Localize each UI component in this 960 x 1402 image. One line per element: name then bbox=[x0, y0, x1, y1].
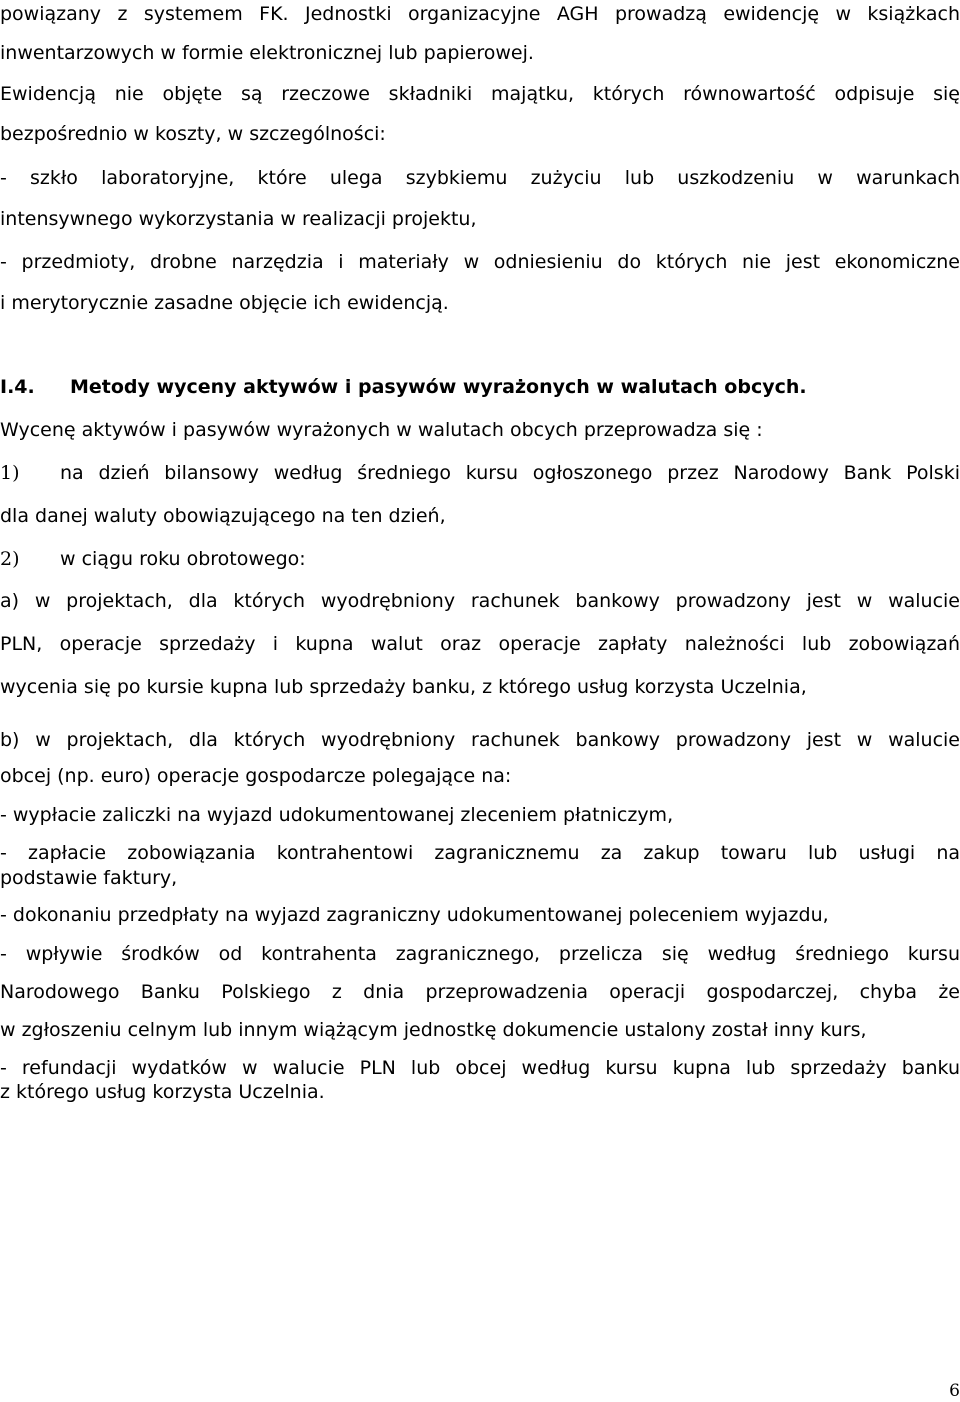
list-item: - refundacji wydatków w walucie PLN lub obcej według kursu kupna lub sprzedaży banku bbox=[0, 1057, 960, 1079]
section-heading bbox=[0, 373, 807, 401]
list-item: - wpływie środków od kontrahenta zagranicznego, przelicza się według średniego kursu bbox=[0, 943, 960, 965]
item-number: 1) bbox=[0, 462, 20, 484]
paragraph-line: powiązany z systemem FK. Jednostki organizacyjne AGH prowadzą ewidencję w książkach bbox=[0, 3, 960, 25]
list-item: - przedmioty, drobne narzędzia i materiały w odniesieniu do których nie jest ekonomiczne bbox=[0, 251, 960, 273]
item-text: na dzień bilansowy według średniego kursu ogłoszonego przez Narodowy Bank Polski bbox=[60, 462, 960, 484]
item-number: 2) bbox=[0, 548, 20, 570]
paragraph-line: Wycenę aktywów i pasywów wyrażonych w walutach obcych przeprowadza się : bbox=[0, 419, 763, 441]
paragraph-line: podstawie faktury, bbox=[0, 867, 178, 889]
paragraph-line: z którego usług korzysta Uczelnia. bbox=[0, 1081, 325, 1103]
paragraph-line: Ewidencją nie objęte są rzeczowe składniki majątku, których równowartość odpisuje się bbox=[0, 83, 960, 105]
list-item: - dokonaniu przedpłaty na wyjazd zagraniczny udokumentowanej poleceniem wyjazdu, bbox=[0, 904, 829, 926]
paragraph-line: PLN, operacje sprzedaży i kupna walut oraz operacje zapłaty należności lub zobowiązań bbox=[0, 633, 960, 655]
paragraph-line: inwentarzowych w formie elektronicznej lub papierowej. bbox=[0, 42, 534, 64]
list-item: b) w projektach, dla których wyodrębniony rachunek bankowy prowadzony jest w walucie bbox=[0, 729, 960, 751]
paragraph-line: w zgłoszeniu celnym lub innym wiążącym jednostkę dokumencie ustalony został inny kurs, bbox=[0, 1019, 867, 1041]
paragraph-line: intensywnego wykorzystania w realizacji projektu, bbox=[0, 208, 477, 230]
item-text: w ciągu roku obrotowego: bbox=[60, 548, 306, 570]
paragraph-line: Narodowego Banku Polskiego z dnia przeprowadzenia operacji gospodarczej, chyba że bbox=[0, 981, 960, 1003]
paragraph-line: i merytorycznie zasadne objęcie ich ewidencją. bbox=[0, 292, 449, 314]
list-item: - wypłacie zaliczki na wyjazd udokumentowanej zleceniem płatniczym, bbox=[0, 804, 674, 826]
section-title: Metody wyceny aktywów i pasywów wyrażonych w walutach obcych. bbox=[70, 376, 807, 398]
list-item: a) w projektach, dla których wyodrębniony rachunek bankowy prowadzony jest w walucie bbox=[0, 590, 960, 612]
paragraph-line: dla danej waluty obowiązującego na ten dzień, bbox=[0, 505, 446, 527]
paragraph-line: obcej (np. euro) operacje gospodarcze polegające na: bbox=[0, 765, 512, 787]
section-number: I.4. bbox=[0, 376, 35, 398]
page-number: 6 bbox=[949, 1381, 960, 1401]
paragraph-line: bezpośrednio w koszty, w szczególności: bbox=[0, 123, 386, 145]
list-item: - szkło laboratoryjne, które ulega szybkiemu zużyciu lub uszkodzeniu w warunkach bbox=[0, 167, 960, 189]
list-item: - zapłacie zobowiązania kontrahentowi zagranicznemu za zakup towaru lub usługi na bbox=[0, 842, 960, 864]
list-item bbox=[0, 459, 960, 487]
list-item bbox=[0, 545, 960, 573]
paragraph-line: wycenia się po kursie kupna lub sprzedaży banku, z którego usług korzysta Uczelnia, bbox=[0, 676, 807, 698]
